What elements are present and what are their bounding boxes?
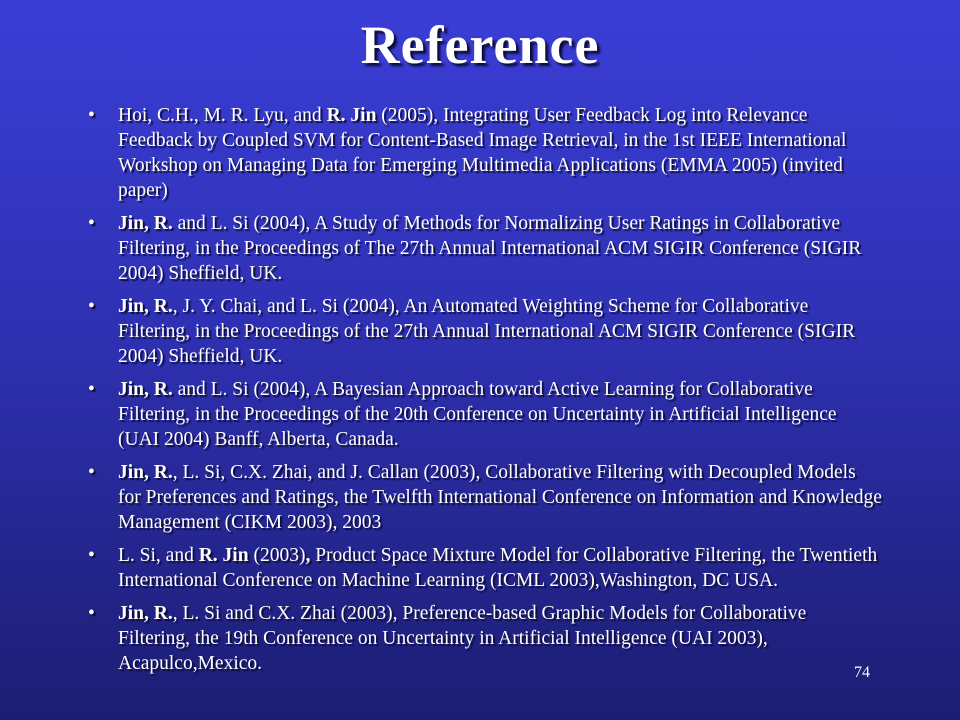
- author-highlight: Jin, R.: [118, 213, 173, 234]
- reference-text: and L. Si (2004), A Bayesian Approach toward Active Learning for Collaborative Filtering, in the Proceedings of the 20th Conference on Uncertainty in Artificial Intelligence (UAI 2004) Banff, Alberta, Canada.: [118, 379, 837, 450]
- reference-item: [82, 460, 882, 535]
- bullet-icon: •: [88, 462, 95, 483]
- reference-item: [82, 601, 882, 676]
- reference-text: , L. Si and C.X. Zhai (2003), Preference-based Graphic Models for Collaborative Filtering, the 19th Conference on Uncertainty in Artificial Intelligence (UAI 2003), Acapulco,Mexico.: [118, 603, 807, 674]
- bullet-icon: •: [88, 105, 95, 126]
- author-highlight: Jin, R.: [118, 296, 173, 317]
- author-highlight: R. Jin: [198, 545, 249, 566]
- bullet-icon: •: [88, 603, 95, 624]
- author-highlight: Jin, R.: [118, 603, 173, 624]
- reference-item: [82, 103, 882, 203]
- bullet-icon: •: [88, 213, 95, 234]
- author-highlight: Jin, R.: [118, 379, 173, 400]
- author-highlight: R. Jin: [326, 105, 377, 126]
- reference-text: (2003): [248, 545, 306, 566]
- author-highlight: ,: [305, 545, 311, 566]
- reference-item: [82, 211, 882, 286]
- reference-text: L. Si, and: [118, 545, 199, 566]
- bullet-icon: •: [88, 545, 95, 566]
- reference-item: [82, 377, 882, 452]
- bullet-icon: •: [88, 296, 95, 317]
- reference-text: , L. Si, C.X. Zhai, and J. Callan (2003), Collaborative Filtering with Decoupled Models for Preferences and Ratings, the Twelfth International Conference on Information and Knowledge Management (CIKM 2003), 2003: [118, 462, 882, 533]
- reference-text: Product Space Mixture Model for Collaborative Filtering, the Twentieth International Conference on Machine Learning (ICML 2003),Washington, DC USA.: [118, 545, 878, 591]
- page-number: 74: [854, 664, 870, 681]
- reference-item: [82, 294, 882, 369]
- reference-item: [82, 543, 882, 593]
- reference-text: Hoi, C.H., M. R. Lyu, and: [118, 105, 327, 126]
- reference-text: , J. Y. Chai, and L. Si (2004), An Automated Weighting Scheme for Collaborative Filtering, in the Proceedings of the 27th Annual International ACM SIGIR Conference (SIGIR 2004) Sheffield, UK.: [118, 296, 856, 367]
- bullet-icon: •: [88, 379, 95, 400]
- author-highlight: Jin, R.: [118, 462, 173, 483]
- reference-text: and L. Si (2004), A Study of Methods for Normalizing User Ratings in Collaborative Filtering, in the Proceedings of The 27th Annual International ACM SIGIR Conference (SIGIR 2004) Sheffield, UK.: [118, 213, 862, 284]
- reference-text: (2005), Integrating User Feedback Log into Relevance Feedback by Coupled SVM for Content-Based Image Retrieval, in the 1st IEEE International Workshop on Managing Data for Emerging Multimedia Applications (EMMA 2005) (invited paper): [118, 105, 847, 201]
- slide-title: Reference: [360, 15, 600, 75]
- reference-list: [82, 103, 882, 684]
